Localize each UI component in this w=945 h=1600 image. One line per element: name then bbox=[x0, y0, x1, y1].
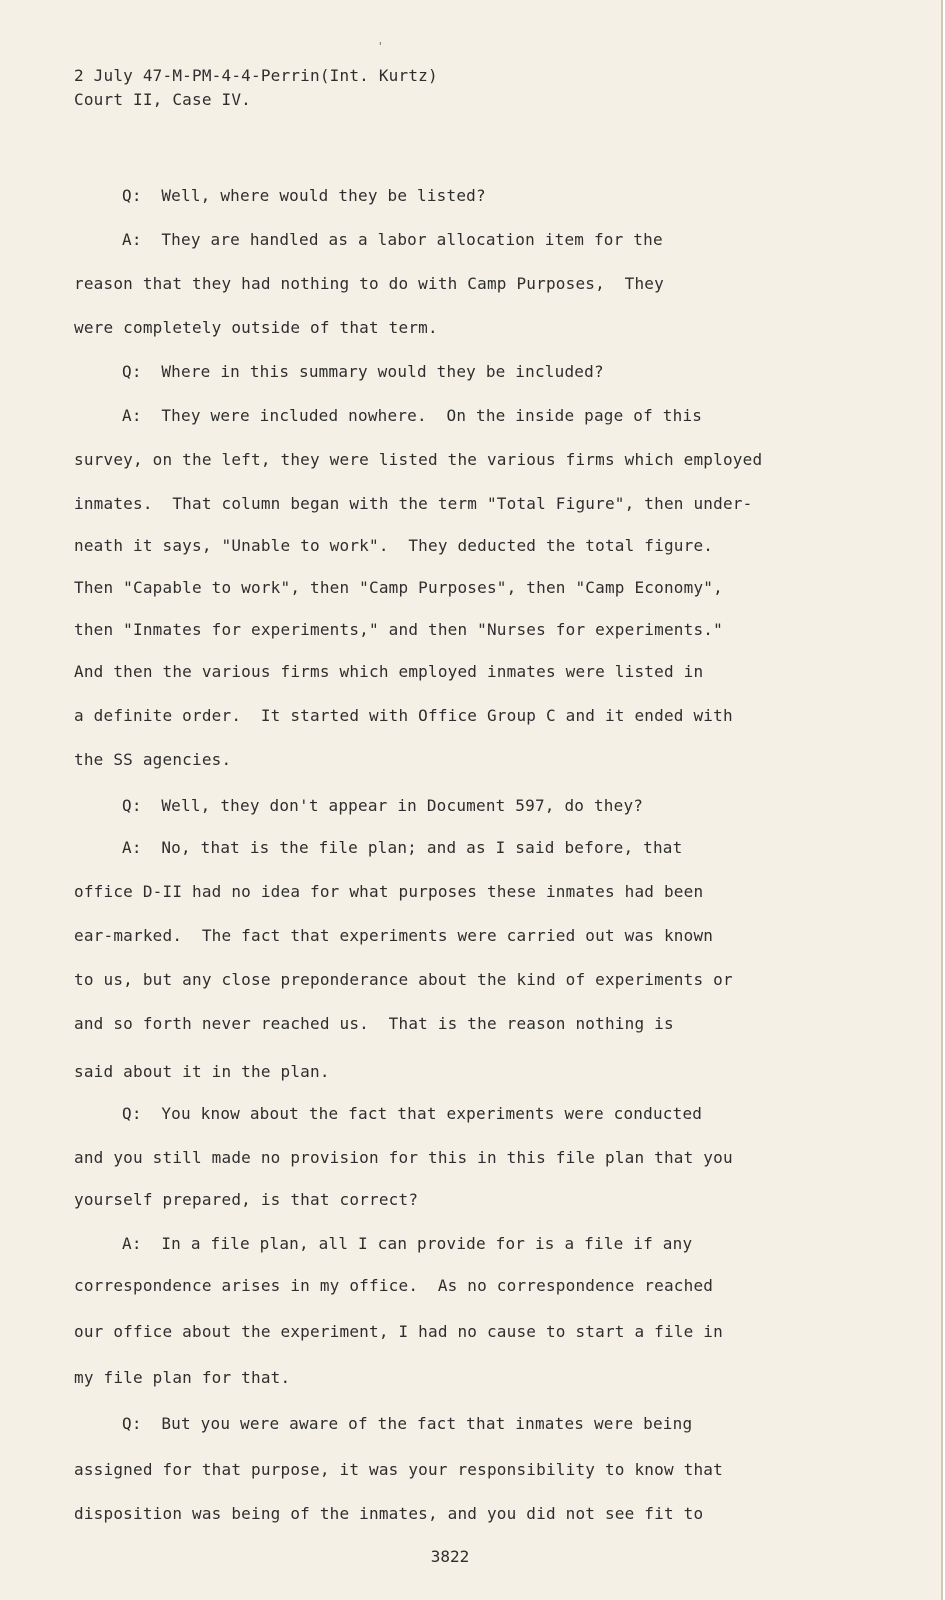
page-number: 3822 bbox=[430, 1547, 470, 1566]
document-header bbox=[74, 64, 438, 112]
stray-mark: ' bbox=[377, 40, 384, 53]
text-line: disposition was being of the inmates, and you did not see fit to bbox=[74, 1504, 704, 1523]
text-line: Then "Capable to work", then "Camp Purposes", then "Camp Economy", bbox=[74, 578, 723, 597]
text-line: Q: But you were aware of the fact that inmates were being bbox=[122, 1414, 693, 1433]
text-line: yourself prepared, is that correct? bbox=[74, 1190, 419, 1209]
text-line: then "Inmates for experiments," and then "Nurses for experiments." bbox=[74, 620, 723, 639]
text-line: survey, on the left, they were listed the various firms which employed bbox=[74, 450, 763, 469]
text-line: and you still made no provision for this in this file plan that you bbox=[74, 1148, 733, 1167]
text-line: correspondence arises in my office. As no correspondence reached bbox=[74, 1276, 714, 1295]
text-line: said about it in the plan. bbox=[74, 1062, 330, 1081]
text-line: Q: You know about the fact that experiments were conducted bbox=[122, 1104, 703, 1123]
header-line-1: 2 July 47-M-PM-4-4-Perrin(Int. Kurtz) bbox=[74, 66, 438, 85]
text-line: our office about the experiment, I had no cause to start a file in bbox=[74, 1322, 723, 1341]
text-line: Q: Well, where would they be listed? bbox=[122, 186, 486, 205]
text-line: the SS agencies. bbox=[74, 750, 232, 769]
text-line: assigned for that purpose, it was your responsibility to know that bbox=[74, 1460, 723, 1479]
text-line: Q: Well, they don't appear in Document 597, do they? bbox=[122, 796, 644, 815]
text-line: reason that they had nothing to do with Camp Purposes, They bbox=[74, 274, 664, 293]
text-line: A: No, that is the file plan; and as I said before, that bbox=[122, 838, 683, 857]
text-line: ear-marked. The fact that experiments were carried out was known bbox=[74, 926, 714, 945]
text-line: neath it says, "Unable to work". They deducted the total figure. bbox=[74, 536, 714, 555]
text-line: and so forth never reached us. That is the reason nothing is bbox=[74, 1014, 674, 1033]
header-line-2: Court II, Case IV. bbox=[74, 90, 251, 109]
text-line: a definite order. It started with Office Group C and it ended with bbox=[74, 706, 733, 725]
text-line: my file plan for that. bbox=[74, 1368, 291, 1387]
text-line: A: They were included nowhere. On the inside page of this bbox=[122, 406, 703, 425]
text-line: were completely outside of that term. bbox=[74, 318, 438, 337]
text-line: office D-II had no idea for what purposes these inmates had been bbox=[74, 882, 704, 901]
text-line: And then the various firms which employed inmates were listed in bbox=[74, 662, 704, 681]
text-line: inmates. That column began with the term "Total Figure", then under- bbox=[74, 494, 753, 513]
text-line: A: They are handled as a labor allocation item for the bbox=[122, 230, 663, 249]
text-line: A: In a file plan, all I can provide for is a file if any bbox=[122, 1234, 693, 1253]
text-line: to us, but any close preponderance about the kind of experiments or bbox=[74, 970, 733, 989]
text-line: Q: Where in this summary would they be included? bbox=[122, 362, 604, 381]
